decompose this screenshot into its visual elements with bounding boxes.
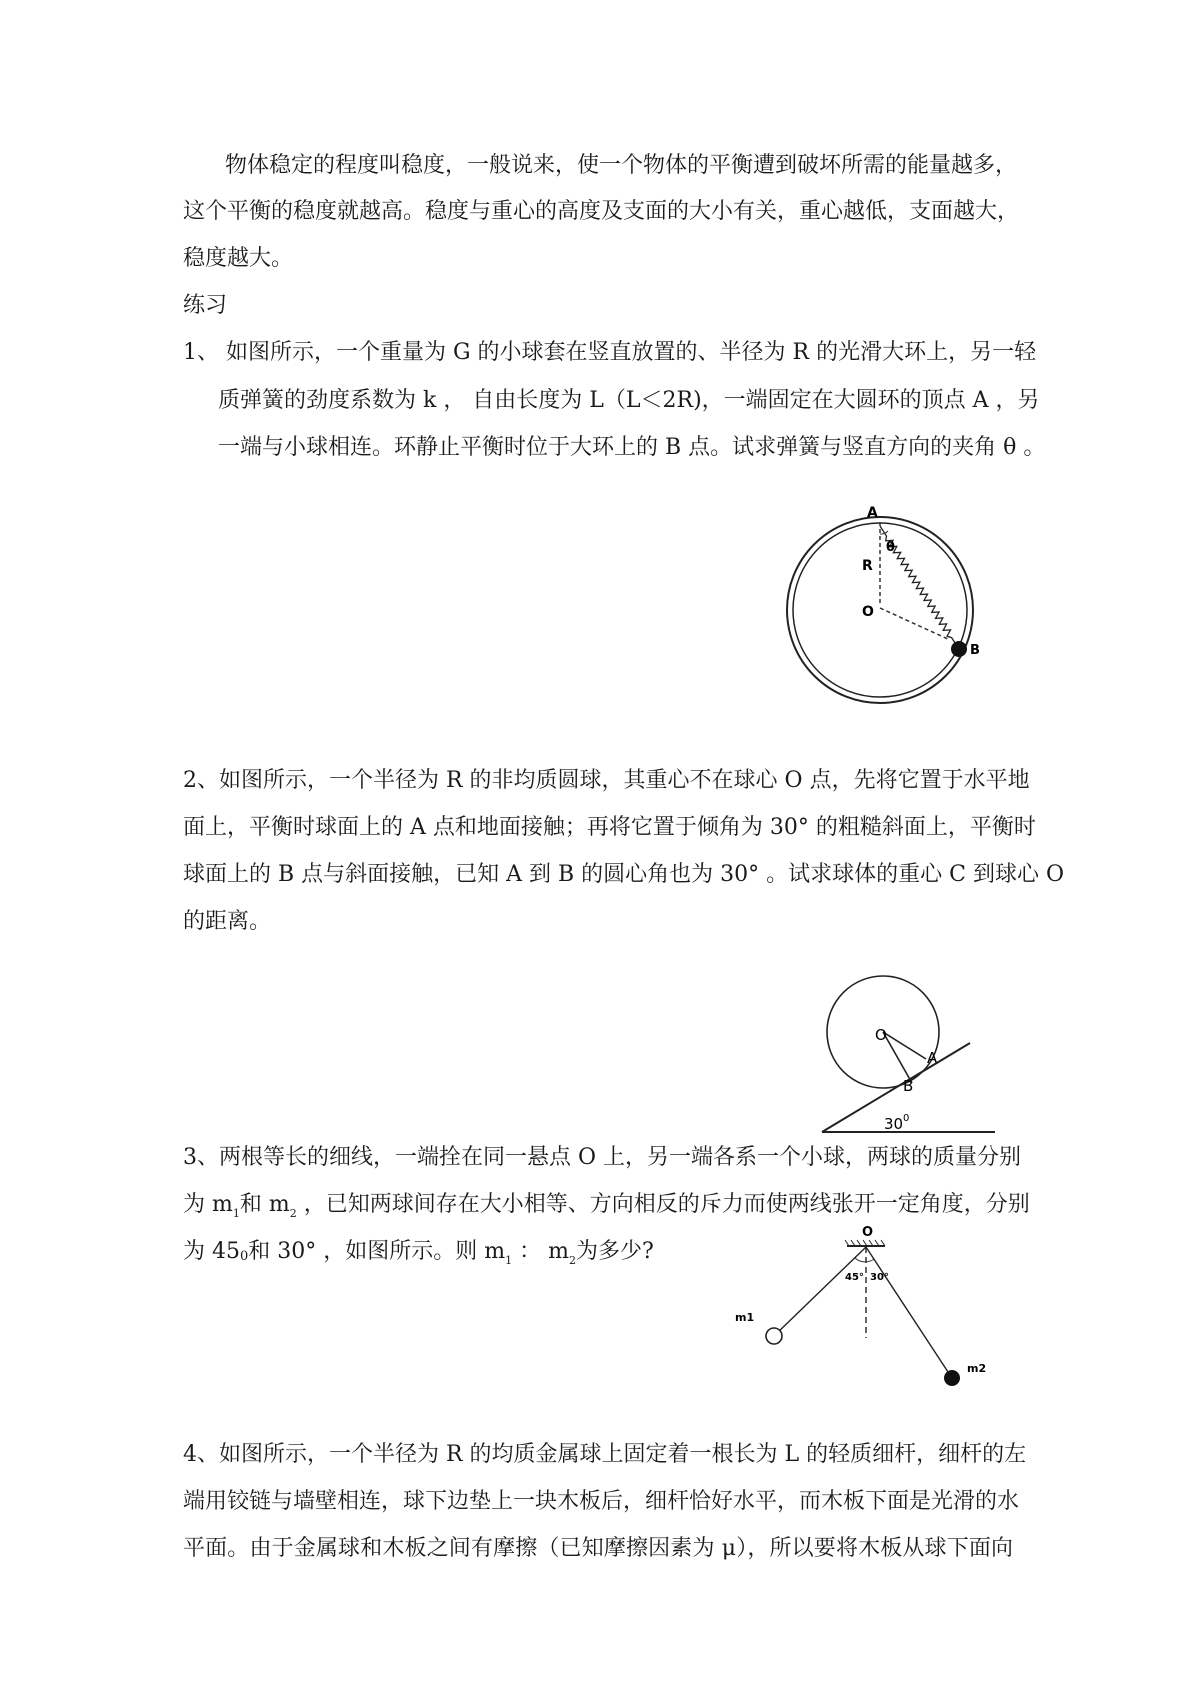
intro-line-2: 这个平衡的稳度就越高。稳度与重心的高度及支面的大小有关，重心越低，支面越大，: [183, 199, 1020, 224]
ratio-colon: ： m: [512, 1239, 569, 1264]
subscript-2: 2: [568, 1254, 576, 1267]
section-title: 练习: [183, 293, 228, 318]
problem-4-line-2: 端用铰链与墙壁相连，球下边垫上一块木板后，细杆恰好水平，而木板下面是光滑的水: [183, 1489, 1020, 1514]
problem-3-line-2-mid: 和 m: [239, 1192, 290, 1217]
degree-mark: 0: [240, 1249, 249, 1264]
problem-2-line-2: 面上，平衡时球面上的 A 点和地面接触；再将它置于倾角为 30° 的粗糙斜面上，平衡时: [183, 815, 1036, 840]
incline-figure-label-b: B: [903, 1077, 914, 1095]
problem-1-line-2: 质弹簧的劲度系数为 k ， 自由长度为 L（L＜2R)，一端固定在大圆环的顶点 A ，另: [218, 388, 1040, 413]
problem-4-line-1: 4、如图所示，一个半径为 R 的均质金属球上固定着一根长为 L 的轻质细杆，细杆的左: [183, 1442, 1027, 1467]
problem-4-line-3: 平面。由于金属球和木板之间有摩擦（已知摩擦因素为 μ），所以要将木板从球下面向: [183, 1536, 1013, 1561]
pendulum-angle-right: 30°: [870, 1272, 889, 1283]
ring-figure-label-a: A: [867, 505, 878, 521]
problem-3-line-2-rest: ，已知两球间存在大小相等、方向相反的斥力而使两线张开一定角度，分别: [296, 1192, 1030, 1217]
problem-1-line-3: 一端与小球相连。环静止平衡时位于大环上的 B 点。试求弹簧与竖直方向的夹角 θ 。: [218, 435, 1046, 460]
intro-line-1: 物体稳定的程度叫稳度，一般说来，使一个物体的平衡遭到破坏所需的能量越多，: [225, 153, 1018, 178]
subscript-2: 2: [289, 1207, 297, 1220]
ring-spring-figure: [780, 500, 980, 700]
problem-3-line-1: 3、两根等长的细线，一端拴在同一悬点 O 上，另一端各系一个小球，两球的质量分别: [183, 1145, 1022, 1170]
incline-figure-label-a: A: [927, 1049, 938, 1067]
pendulum-label-m2: m2: [967, 1362, 987, 1375]
problem-3-line-3-text: 为 45: [183, 1239, 240, 1264]
pendulum-angle-left: 45°: [845, 1272, 864, 1283]
problem-3-line-3-mid: 和 30° ，如图所示。则 m: [248, 1239, 506, 1264]
problem-2-line-1: 2、如图所示，一个半径为 R 的非均质圆球，其重心不在球心 O 点，先将它置于水平地: [183, 768, 1030, 793]
intro-line-3: 稳度越大。: [183, 246, 294, 271]
pendulum-figure: [735, 1225, 995, 1390]
ring-figure-label-o: O: [862, 604, 874, 620]
pendulum-label-m1: m1: [735, 1311, 755, 1324]
incline-figure-angle-degree: 0: [903, 1113, 910, 1124]
problem-2-line-3: 球面上的 B 点与斜面接触，已知 A 到 B 的圆心角也为 30° 。试求球体的重心 C 到球心 O: [183, 862, 1065, 887]
ring-figure-label-theta: θ: [886, 540, 895, 555]
subscript-1: 1: [505, 1254, 513, 1267]
problem-3-line-3-rest: 为多少?: [575, 1239, 654, 1264]
problem-1-line-1: 1、 如图所示，一个重量为 G 的小球套在竖直放置的、半径为 R 的光滑大环上，另一轻: [183, 340, 1037, 365]
pendulum-label-o: O: [862, 1225, 874, 1240]
ring-figure-label-b: B: [970, 643, 980, 658]
ring-figure-label-r: R: [862, 558, 873, 574]
problem-2-line-4: 的距离。: [183, 909, 272, 934]
incline-sphere-figure: [820, 975, 1000, 1135]
subscript-1: 1: [232, 1207, 240, 1220]
problem-3-line-2: [183, 1190, 1030, 1229]
incline-figure-label-o: O: [875, 1026, 887, 1044]
problem-3-line-2-text: 为 m: [183, 1192, 233, 1217]
incline-figure-angle-value: 30: [884, 1115, 904, 1133]
